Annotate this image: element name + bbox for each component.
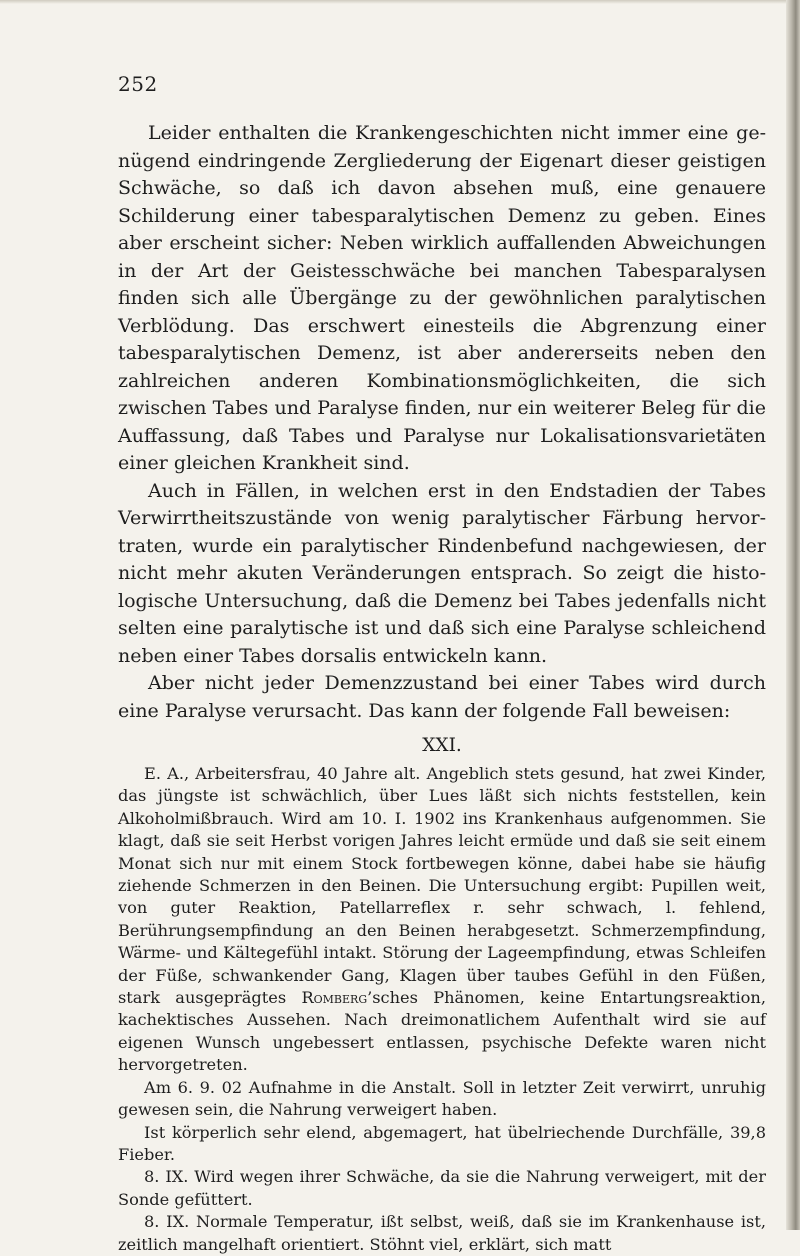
paragraph: Leider enthalten die Krankengeschichten nicht immer eine genügend eindringende Zergliederung der Eigenart dieser geistigen Schwäche, so daß ich davon absehen muß, eine genauere Schilderung einer tabesparalytischen Demenz zu geben. Eines aber erscheint sicher: Neben wirklich auffallenden Abweichungen in der Art der Geistesschwäche bei manchen Tabesparalysen finden sich alle Übergänge zu der gewöhnlichen paralytischen Verblödung. Das erschwert einesteils die Abgrenzung einer tabesparalytischen Demenz, ist aber andererseits neben den zahlreichen anderen Kombinationsmöglichkeiten, die sich zwischen Tabes und Paralyse finden, nur ein weiterer Beleg für die Auffassung, daß Tabes und Paralyse nur Lokalisationsvarietäten einer gleichen Krankheit sind. <box>118 122 766 474</box>
case-paragraph: Am 6. 9. 02 Aufnahme in die Anstalt. Soll in letzter Zeit verwirrt, unruhig gewesen sein, die Nahrung verweigert haben. <box>118 1077 766 1120</box>
main-text <box>118 120 766 725</box>
case-text: ’sches Phänomen, keine Entartungsreaktion, kachektisches Aussehen. Nach dreimonatlichem Aufenthalt wird sie auf eigenen Wunsch ungebessert entlassen, psychische Defekte waren nicht hervorgetreten. <box>118 988 766 1075</box>
case-heading: XXI. <box>422 735 462 756</box>
author-name: Romberg <box>301 988 368 1008</box>
paragraph: Aber nicht jeder Demenzzustand bei einer Tabes wird durch eine Paralyse verursacht. Das kann der folgende Fall beweisen: <box>118 672 766 722</box>
page-number: 252 <box>118 72 158 96</box>
case-text: E. A., Arbeitersfrau, 40 Jahre alt. Angeblich stets gesund, hat zwei Kinder, das jüngste ist schwächlich, über Lues läßt sich nichts feststellen, kein Alkoholmißbrauch. Wird am 10. I. 1902 ins Krankenhaus aufgenommen. Sie klagt, daß sie seit Herbst vorigen Jahres leicht ermüde und daß sie seit einem Monat sich nur mit einem Stock fortbewegen könne, dabei habe sie häufig ziehende Schmerzen in den Beinen. Die Untersuchung ergibt: Pupillen weit, von guter Reaktion, Patellarreflex r. sehr schwach, l. fehlend, Berührungsempfindung an den Beinen herabgesetzt. Schmerzempfindung, Wärme- und Kältegefühl intakt. Störung der Lageempfindung, etwas Schleifen der Füße, schwankender Gang, Klagen über taubes Gefühl in den Füßen, stark ausgeprägtes <box>118 764 766 1008</box>
case-paragraph-intro <box>118 763 766 1077</box>
case-report <box>118 763 766 1256</box>
case-paragraph: 8. IX. Wird wegen ihrer Schwäche, da sie die Nahrung verweigert, mit der Sonde gefüttert. <box>118 1167 766 1209</box>
paragraph: Auch in Fällen, in welchen erst in den Endstadien der Tabes Verwirrtheitszustände von wenig paralytischer Färbung hervortraten, wurde ein paralytischer Rindenbefund nachgewiesen, der nicht mehr akuten Veränderungen entsprach. So zeigt die histologische Untersuchung, daß die Demenz bei Tabes jedenfalls nicht selten eine paralytische ist und daß sich eine Paralyse schleichend neben einer Tabes dorsalis entwickeln kann. <box>118 479 766 667</box>
page-top-edge <box>0 0 800 4</box>
case-paragraph: 8. IX. Normale Temperatur, ißt selbst, weiß, daß sie im Krankenhause ist, zeitlich mangelhaft orientiert. Stöhnt viel, erklärt, sich matt <box>118 1212 766 1254</box>
page-body <box>118 120 766 1256</box>
case-paragraph: Ist körperlich sehr elend, abgemagert, hat übelriechende Durchfälle, 39,8 Fieber. <box>118 1122 766 1164</box>
page-right-edge <box>786 0 800 1230</box>
